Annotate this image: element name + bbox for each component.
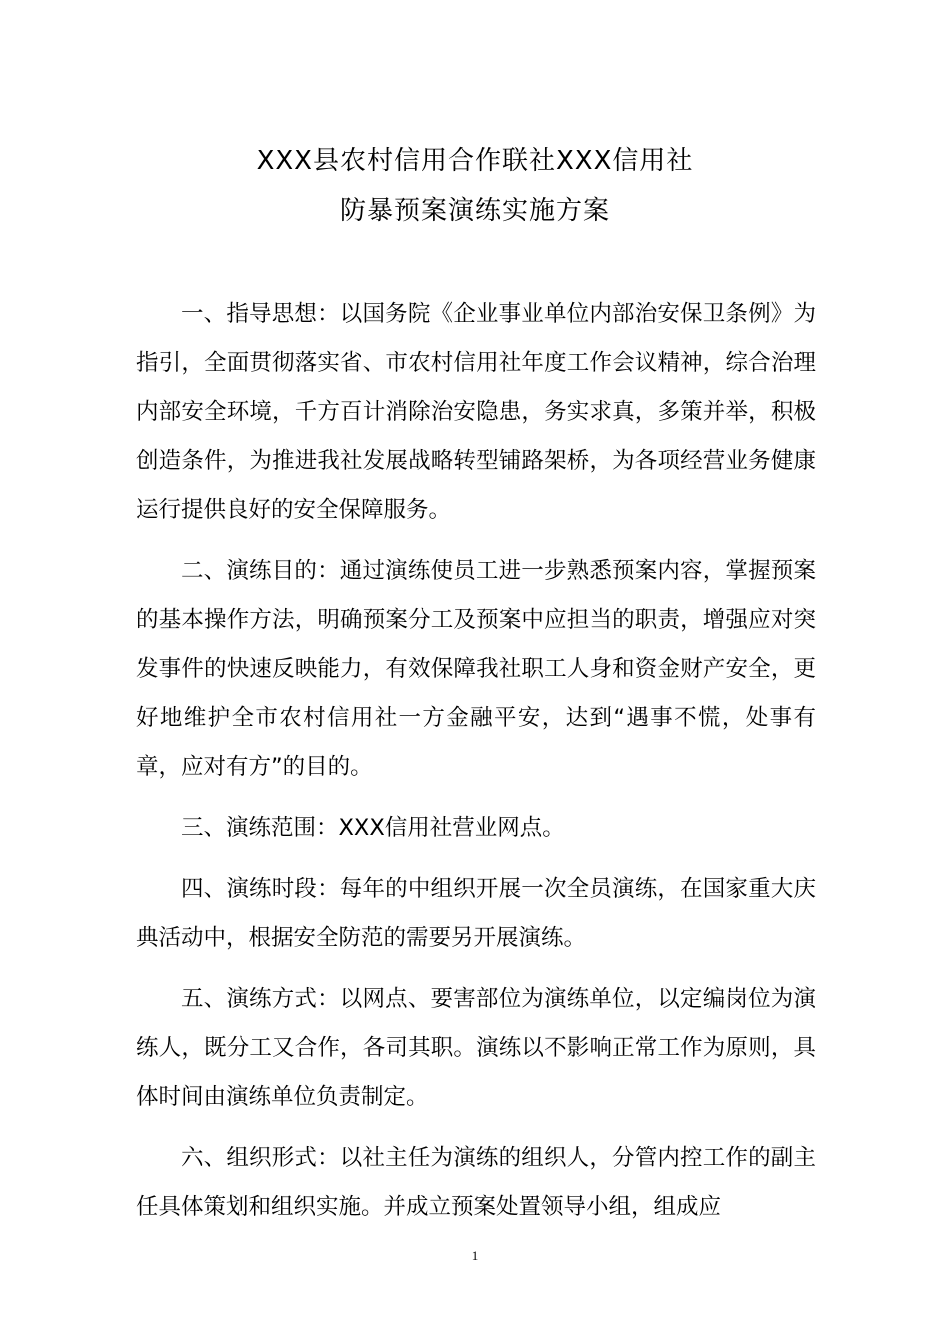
section-guiding-ideology: 一、指导思想：以国务院《企业事业单位内部治安保卫条例》为指引，全面贯彻落实省、市农村信用社年度工作会议精神，综合治理内部安全环境，千方百计消除治安隐患，务实求真，多策并举，积极创造条件，为推进我社发展战略转型铺路架桥，为各项经营业务健康运行提供良好的安全保障服务。: [136, 301, 816, 523]
section-organization-form: 六、组织形式：以社主任为演练的组织人，分管内控工作的副主任具体策划和组织实施。并成立预案处置领导小组，组成应: [136, 1145, 816, 1220]
section-drill-scope: 三、演练范围：XXX信用社营业网点。: [181, 815, 565, 841]
document-title: [0, 136, 950, 236]
page-number: 1: [471, 1248, 479, 1263]
document-body: [136, 290, 816, 1232]
section-drill-purpose: 二、演练目的：通过演练使员工进一步熟悉预案内容，掌握预案的基本操作方法，明确预案分工及预案中应担当的职责，增强应对突发事件的快速反映能力，有效保障我社职工人身和资金财产安全，更好地维护全市农村信用社一方金融平安，达到“遇事不慌，处事有章，应对有方”的目的。: [136, 558, 816, 780]
title-line-1: XXX县农村信用合作联社XXX信用社: [256, 146, 694, 176]
title-line-2: 防暴预案演练实施方案: [339, 196, 610, 226]
section-drill-method: 五、演练方式：以网点、要害部位为演练单位，以定编岗位为演练人，既分工又合作，各司其职。演练以不影响正常工作为原则，具体时间由演练单位负责制定。: [136, 986, 816, 1110]
section-drill-period: 四、演练时段：每年的中组织开展一次全员演练，在国家重大庆典活动中，根据安全防范的需要另开展演练。: [136, 876, 816, 951]
